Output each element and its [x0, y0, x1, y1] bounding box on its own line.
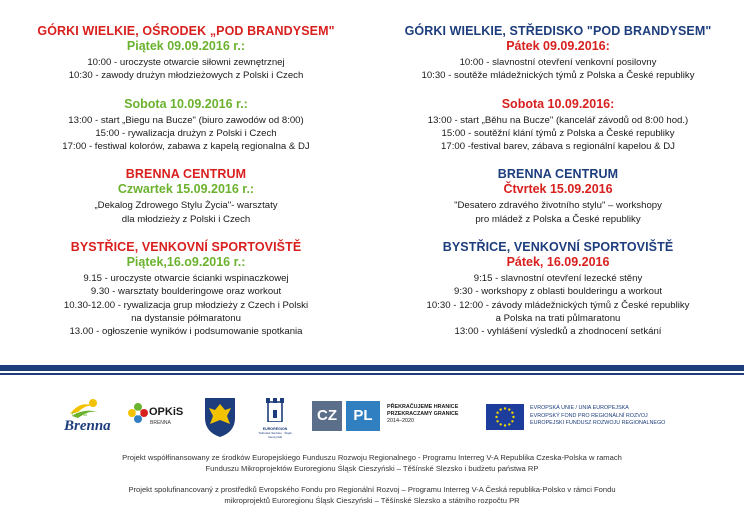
program-line: 10:00 - slavnostní otevření venkovní posilovny [459, 57, 657, 68]
divider-thin [0, 373, 744, 375]
euroregion-label: EUROREGION [262, 427, 288, 431]
day-title: Czwartek 15.09.2016 r.: [117, 182, 255, 197]
program-line: 17:00 - festiwal kolorów, zabawa z kapelą regionalna & DJ [62, 141, 310, 153]
day-title: Pátek 09.09.2016: [506, 39, 610, 53]
day-title: Pátek, 16.09.2016 [506, 255, 610, 270]
coat-of-arms-logo [203, 396, 237, 438]
eu-line-3: EUROPEJSKI FUNDUSZ ROZWOJU REGIONALNEGO [530, 420, 666, 426]
venue-title: BRENNA CENTRUM [125, 167, 247, 182]
day-title: Sobota 10.09.2016: [501, 96, 615, 111]
program-line: 15:00 - rywalizacja drużyn z Polski i Czech [95, 127, 277, 139]
czpl-logo [312, 401, 380, 431]
program-line: 10.30-12.00 - rywalizacja grup młodzieży z Czech i Polski [63, 299, 309, 311]
funding-line-cz: Projekt spolufinancovaný z prostředků Evropského Fondu pro Regionální Rozvoj – Programu Interreg V-A Česká republika-Polsko v rámci Fondu [128, 485, 616, 494]
pl-mark: PL [346, 401, 380, 431]
program-line: 15:00 - soutěžní klání týmů z Polska a České republiky [441, 127, 675, 139]
funding-line-cz: mikroprojektů Euroregionu Śląsk Cieszyński – Těšínské Slezsko a státního rozpočtu PR [224, 496, 520, 505]
program-line: a Polska na trati půlmaratonu [495, 312, 621, 324]
eu-logo [486, 404, 716, 434]
venue-title: GÓRKI WIELKIE, OŚRODEK „POD BRANDYSEM" [37, 24, 335, 38]
footer-gap [0, 474, 744, 484]
czech-column [372, 24, 744, 348]
section-saturday-pl [0, 97, 372, 154]
section-saturday-cz [372, 97, 744, 154]
crossing-borders-logo [387, 404, 471, 430]
eu-line-1: EVROPSKÁ UNIE / UNIA EUROPEJSKA [530, 405, 629, 411]
program-line: 13:00 - start „Biegu na Bucze" (biuro zawodów od 8:00) [68, 114, 304, 126]
eu-line-2: EVROPSKÝ FOND PRO REGIONÁLNÍ ROZVOJ [530, 412, 648, 419]
day-title: Piątek 09.09.2016 r.: [126, 39, 246, 53]
program-line: 13.00 - ogłoszenie wyników i podsumowanie spotkania [69, 326, 303, 338]
brenna-small-label: Gmina [72, 412, 87, 418]
cz-mark: CZ [312, 401, 342, 431]
eagle-shield-icon [203, 396, 237, 438]
polish-column [0, 24, 372, 348]
funding-footer [0, 452, 744, 506]
program-line: „Dekalog Zdrowego Stylu Życia"- warsztaty [94, 200, 278, 212]
crossing-line-3: 2014–2020 [387, 418, 414, 424]
divider-thick [0, 365, 744, 371]
program-line: "Desatero zdravého životního stylu" – workshopy [454, 200, 662, 212]
brenna-label: Brenna [64, 418, 111, 434]
funding-line-pl: Funduszu Mikroprojektów Euroregionu Śląsk Cieszyński – Těšínské Slezsko i budżetu państwa RP [205, 464, 539, 473]
day-title: Piątek,16.o9.2016 r.: [126, 255, 246, 270]
eu-flag-icon [486, 404, 524, 430]
logo-strip [0, 392, 744, 442]
section-bystrice-pl [0, 240, 372, 338]
euroregion-sub-label: Těšínské Slezsko · Śląsk Cieszyński [258, 431, 292, 439]
program-line: 10:30 - 12:00 - závody mládežnických týmů z České republiky [426, 299, 690, 311]
opkis-flower-icon [128, 402, 148, 424]
program-line: 17:00 -festival barev, zábava s regionální kapelou & DJ [441, 141, 675, 153]
venue-title: GÓRKI WIELKIE, STŘEDISKO "POD BRANDYSEM" [404, 24, 712, 38]
program-line: 13:00 - vyhlášení výsledků a zhodnocení setkání [454, 326, 662, 338]
day-title: Sobota 10.09.2016 r.: [124, 96, 248, 111]
program-line: 10:30 - zawody drużyn młodzieżowych z Polski i Czech [68, 70, 304, 82]
program-line: dla młodzieży z Polski i Czech [121, 213, 251, 225]
funding-line-pl: Projekt współfinansowany ze środków Europejskiego Funduszu Rozwoju Regionalnego - Programu Interreg V-A Republika Czeska-Polska w ramach [122, 453, 622, 462]
opkis-sub-label: BRENNA [150, 420, 171, 426]
venue-title: BRENNA CENTRUM [497, 167, 619, 182]
program-line: 9.15 - uroczyste otwarcie ścianki wspinaczkowej [83, 273, 289, 285]
program-line: 13:00 - start „Běhu na Bucze" (kancelář závodů od 8:00 hod.) [427, 114, 689, 126]
crossing-line-2: PRZEKRACZAMY GRANICE [387, 411, 459, 417]
program-line: 10:30 - soutěže mládežnických týmů z Polska a České republiky [421, 70, 695, 82]
section-gorki-pl [0, 24, 372, 83]
program-line: 10:00 - uroczyste otwarcie siłowni zewnętrznej [87, 57, 285, 68]
section-bystrice-cz [372, 240, 744, 338]
program-line: 9:15 - slavnostní otevření lezecké stěny [473, 273, 643, 285]
venue-title: BYSTŘICE, VENKOVNÍ SPORTOVIŠTĚ [70, 240, 302, 255]
brenna-logo [60, 394, 111, 440]
program-line: na dystansie półmaratonu [131, 312, 241, 324]
program-line: 9:30 - workshopy z oblasti boulderingu a workout [454, 286, 662, 298]
program-line: pro mládež z Polska a České republiky [475, 213, 641, 225]
tower-icon [258, 396, 292, 422]
opkis-logo [128, 398, 184, 434]
crossing-line-1: PŘEKRAČUJEME HRANICE [387, 404, 459, 410]
venue-title: BYSTŘICE, VENKOVNÍ SPORTOVIŠTĚ [442, 240, 674, 255]
section-brenna-pl [0, 167, 372, 226]
euroregion-logo [258, 396, 292, 440]
section-gorki-cz [372, 24, 744, 83]
section-brenna-cz [372, 167, 744, 226]
day-title: Čtvrtek 15.09.2016 [503, 182, 613, 197]
opkis-label: OPKiS [149, 406, 184, 418]
program-line: 9.30 - warsztaty boulderingowe oraz workout [90, 286, 282, 298]
